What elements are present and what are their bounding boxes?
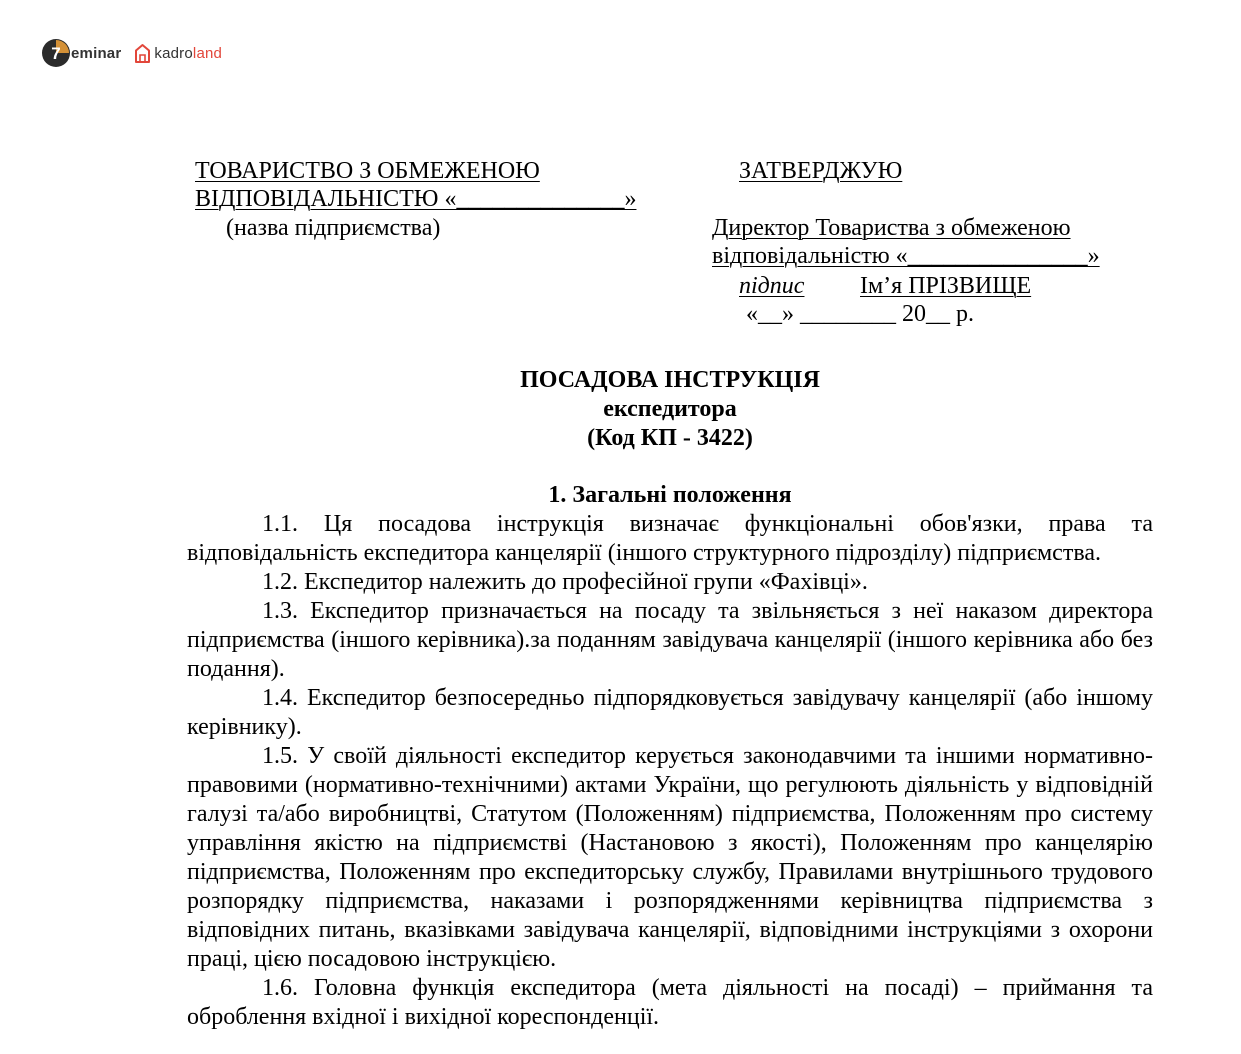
paragraph-1-5: 1.5. У своїй діяльності експедитор керується законодавчими та іншими нормативно-правовими (нормативно-технічними) актами України, що регулюють діяльність у відповідній галузі та/або виробництві, Статутом (Положенням) підприємства, Положенням про систему управління якістю на підприємстві (Настановою з якості), Положенням про канцелярію підприємства, Положенням про експедиторську службу, Правилами внутрішнього трудового розпорядку підприємства, наказами і розпорядженнями керівництва підприємства з відповідних питань, вказівками завідувача канцелярії, відповідними інструкціями з охорони праці, цією посадовою інструкцією.	[187, 743, 1153, 972]
kadroland-wordmark	[154, 45, 222, 62]
kadroland-logo	[134, 43, 222, 63]
paragraph-1-2: 1.2. Експедитор належить до професійної групи «Фахівці».	[262, 569, 868, 595]
paragraph-1-6: 1.6. Головна функція експедитора (мета діяльності на посаді) – приймання та оброблення вхідної і вихідної кореспонденції.	[187, 975, 1153, 1030]
seminar-wordmark: eminar	[71, 44, 122, 62]
paragraph-1-3: 1.3. Експедитор призначається на посаду та звільняється з неї наказом директора підприємства (іншого керівника).за поданням завідувача канцелярії (іншого керівника або без подання).	[187, 598, 1153, 682]
approval-date: «__» ________ 20__ р.	[746, 301, 974, 327]
position-title: експедитора	[603, 396, 737, 422]
logo-bar	[42, 38, 222, 68]
company-name-line1: ТОВАРИСТВО З ОБМЕЖЕНОЮ	[195, 158, 540, 184]
company-name-line2: ВІДПОВІДАЛЬНІСТЮ «______________»	[195, 186, 637, 212]
signature-row	[739, 272, 1031, 300]
seminar-logo	[42, 39, 121, 67]
director-line2	[712, 242, 1100, 270]
seminar-digit: 7	[51, 44, 61, 63]
name-label: Ім’я ПРІЗВИЩЕ	[860, 273, 1032, 299]
kadroland-word-accent: land	[192, 44, 223, 62]
classifier-code: (Код КП - 3422)	[587, 425, 753, 451]
director-line1: Директор Товариства з обмеженою	[712, 215, 1071, 241]
company-hint: (назва підприємства)	[226, 215, 441, 241]
document-title: ПОСАДОВА ІНСТРУКЦІЯ	[520, 367, 820, 393]
company-block	[195, 157, 636, 213]
section-body	[187, 510, 1153, 1032]
paragraph-1-4: 1.4. Експедитор безпосередньо підпорядковується завідувачу канцелярії (або іншому керівнику).	[187, 685, 1153, 740]
signature-label: підпис	[739, 273, 805, 299]
director-block	[712, 214, 1100, 270]
kadroland-word-main: kadro	[154, 44, 193, 62]
seminar-badge-icon	[42, 39, 70, 67]
paragraph-1-1: 1.1. Ця посадова інструкція визначає функціональні обов'язки, права та відповідальність експедитора канцелярії (іншого структурного підрозділу) підприємства.	[187, 511, 1153, 566]
director-line2-text: відповідальністю «_______________»	[712, 243, 1100, 269]
approve-label: ЗАТВЕРДЖУЮ	[739, 158, 903, 184]
house-icon	[134, 43, 151, 63]
section-heading: 1. Загальні положення	[548, 482, 792, 508]
